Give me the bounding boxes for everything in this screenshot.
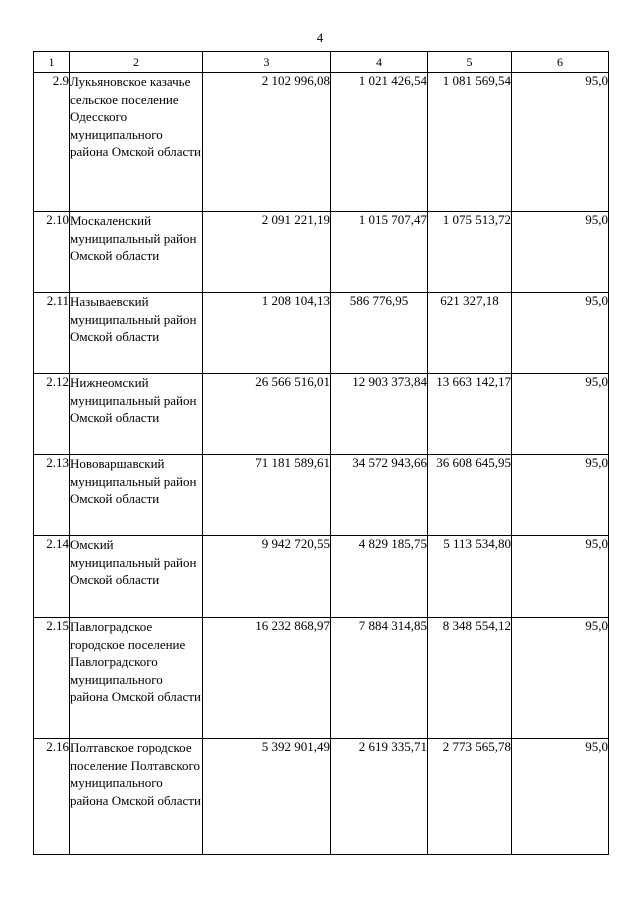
row-index: 2.13 [34,455,70,536]
percent-value: 95,0 [512,73,609,212]
amount-col5: 36 608 645,95 [428,455,512,536]
row-index: 2.14 [34,536,70,618]
column-header: 4 [331,52,428,73]
percent-value: 95,0 [512,212,609,293]
amount-col5: 5 113 534,80 [428,536,512,618]
total-amount: 16 232 868,97 [203,618,331,739]
row-index: 2.10 [34,212,70,293]
column-header: 2 [70,52,203,73]
percent-value: 95,0 [512,536,609,618]
header-row [34,52,609,73]
amount-col4: 12 903 373,84 [331,374,428,455]
percent-value: 95,0 [512,374,609,455]
page-number: 4 [316,30,324,45]
budget-table [33,51,609,855]
column-header: 5 [428,52,512,73]
amount-col4: 4 829 185,75 [331,536,428,618]
row-index: 2.15 [34,618,70,739]
total-amount: 71 181 589,61 [203,455,331,536]
municipality-name: Называевский муниципальный район Омской области [70,293,203,374]
total-amount: 2 102 996,08 [203,73,331,212]
amount-col4: 34 572 943,66 [331,455,428,536]
table-row [34,739,609,855]
percent-value: 95,0 [512,739,609,855]
column-header: 6 [512,52,609,73]
municipality-name: Павлоградское городское поселение Павлоградского муниципального района Омской области [70,618,203,739]
percent-value: 95,0 [512,293,609,374]
amount-col5: 1 075 513,72 [428,212,512,293]
municipality-name: Нововаршавский муниципальный район Омской области [70,455,203,536]
amount-col4: 7 884 314,85 [331,618,428,739]
row-index: 2.11 [34,293,70,374]
amount-col5: 621 327,18 [428,293,512,374]
total-amount: 9 942 720,55 [203,536,331,618]
amount-col5: 1 081 569,54 [428,73,512,212]
column-header: 1 [34,52,70,73]
row-index: 2.9 [34,73,70,212]
municipality-name: Лукьяновское казачье сельское поселение Одесского муниципального района Омской области [70,73,203,212]
row-index: 2.16 [34,739,70,855]
table-row [34,212,609,293]
total-amount: 2 091 221,19 [203,212,331,293]
table-row [34,293,609,374]
table-row [34,618,609,739]
amount-col5: 13 663 142,17 [428,374,512,455]
table-row [34,73,609,212]
amount-col4: 1 021 426,54 [331,73,428,212]
municipality-name: Москаленский муниципальный район Омской области [70,212,203,293]
amount-col4: 1 015 707,47 [331,212,428,293]
amount-col5: 2 773 565,78 [428,739,512,855]
total-amount: 26 566 516,01 [203,374,331,455]
percent-value: 95,0 [512,455,609,536]
amount-col4: 2 619 335,71 [331,739,428,855]
table-row [34,455,609,536]
percent-value: 95,0 [512,618,609,739]
total-amount: 5 392 901,49 [203,739,331,855]
municipality-name: Нижнеомский муниципальный район Омской области [70,374,203,455]
table-row [34,536,609,618]
municipality-name: Полтавское городское поселение Полтавского муниципального района Омской области [70,739,203,855]
amount-col5: 8 348 554,12 [428,618,512,739]
table-row [34,374,609,455]
total-amount: 1 208 104,13 [203,293,331,374]
row-index: 2.12 [34,374,70,455]
municipality-name: Омский муниципальный район Омской области [70,536,203,618]
column-header: 3 [203,52,331,73]
amount-col4: 586 776,95 [331,293,428,374]
